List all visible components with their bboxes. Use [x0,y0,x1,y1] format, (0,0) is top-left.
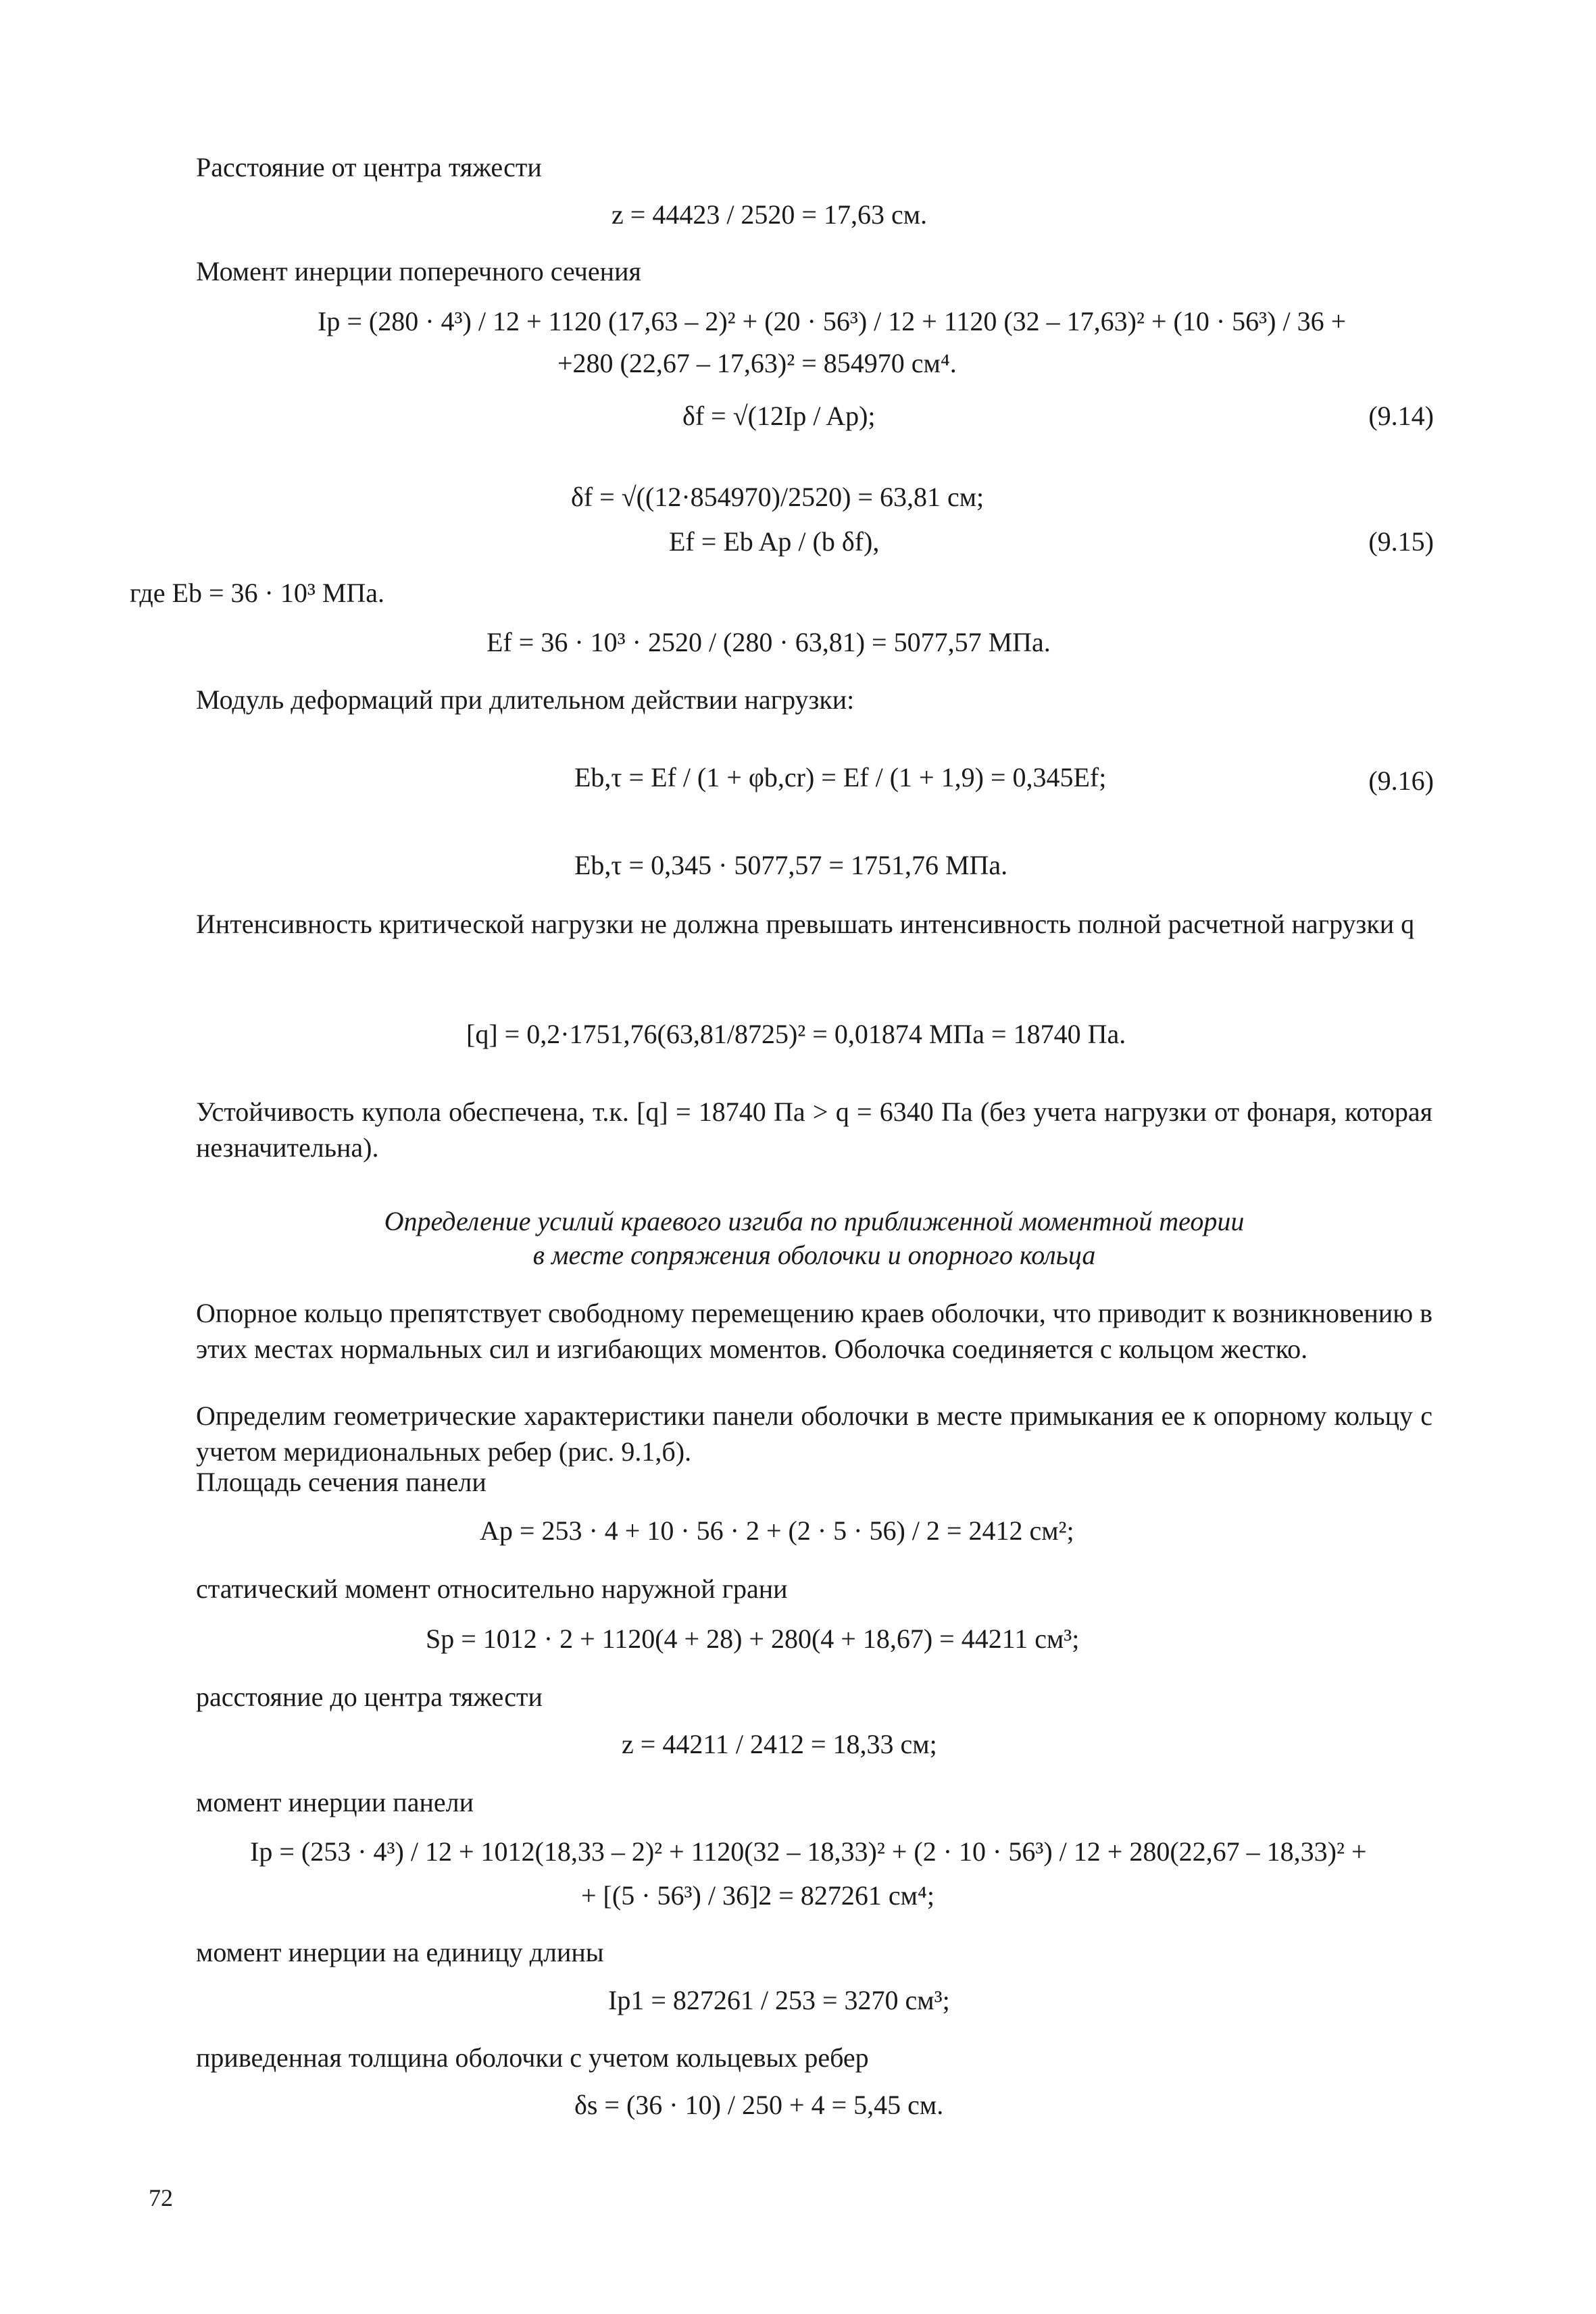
equation-number: (9.15) [1368,526,1434,557]
text-line: момент инерции панели [196,1787,474,1817]
text-line: Момент инерции поперечного сечения [196,256,641,286]
equation: Ip1 = 827261 / 253 = 3270 см³; [608,1985,950,2015]
text-line: приведенная толщина оболочки с учетом кольцевых ребер [196,2042,869,2073]
text-paragraph: Устойчивость купола обеспечена, т.к. [q] = 18740 Па > q = 6340 Па (без учета нагрузки от фонаря, которая незначительна). [196,1097,1432,1163]
equation: δs = (36 · 10) / 250 + 4 = 5,45 см. [574,2090,944,2120]
equation: Eb,τ = 0,345 · 5077,57 = 1751,76 МПа. [574,850,1008,880]
section-heading: Определение усилий краевого изгиба по приближенной моментной теории [384,1206,1245,1236]
equation: Ap = 253 · 4 + 10 · 56 · 2 + (2 · 5 · 56) / 2 = 2412 см²; [480,1515,1074,1546]
text-line: момент инерции на единицу длины [196,1937,604,1967]
equation: z = 44211 / 2412 = 18,33 см; [622,1729,937,1759]
equation: +280 (22,67 – 17,63)² = 854970 см⁴. [557,348,957,378]
equation: δf = √((12·854970)/2520) = 63,81 см; [571,482,984,512]
section-heading: в месте сопряжения оболочки и опорного кольца [532,1240,1096,1270]
equation: [q] = 0,2·1751,76(63,81/8725)² = 0,01874 МПа = 18740 Па. [466,1019,1126,1049]
equation: Sp = 1012 · 2 + 1120(4 + 28) + 280(4 + 18,67) = 44211 см³; [426,1624,1080,1654]
text-line: где Eb = 36 · 10³ МПа. [130,578,385,608]
page-number: 72 [149,2184,173,2211]
text-paragraph: Интенсивность критической нагрузки не должна превышать интенсивность полной расчетной нагрузки q [196,909,1415,939]
text-line: Расстояние от центра тяжести [196,152,542,182]
text-line: расстояние до центра тяжести [196,1682,543,1712]
equation-number: (9.16) [1368,765,1434,796]
text-line: Площадь сечения панели [196,1467,487,1497]
equation: Ip = (280 · 4³) / 12 + 1120 (17,63 – 2)² + (20 · 56³) / 12 + 1120 (32 – 17,63)² + (10 · 56³) / 36 + [318,306,1347,336]
text-line: Модуль деформаций при длительном действии нагрузки: [196,684,855,715]
text-paragraph: Опорное кольцо препятствует свободному перемещению краев оболочки, что приводит к возникновению в этих местах нормальных сил и изгибающих моментов. Оболочка соединяется с кольцом жестко. [196,1298,1432,1364]
equation: Ip = (253 · 4³) / 12 + 1012(18,33 – 2)² + 1120(32 – 18,33)² + (2 · 10 · 56³) / 12 + 280(22,67 – 18,33)² + [250,1836,1367,1867]
text-paragraph: Определим геометрические характеристики панели оболочки в месте примыкания ее к опорному кольцу с учетом меридиональных ребер (рис. 9.1,б). [196,1401,1432,1467]
equation: δf = √(12Ip / Ap); [682,401,876,431]
equation: + [(5 · 56³) / 36]2 = 827261 см⁴; [581,1880,934,1911]
equation: Eb,τ = Ef / (1 + φb,cr) = Ef / (1 + 1,9) = 0,345Ef; [574,762,1107,793]
text-line: статический момент относительно наружной грани [196,1574,788,1604]
equation: Ef = Eb Ap / (b δf), [669,526,880,557]
equation: z = 44423 / 2520 = 17,63 см. [612,199,928,230]
equation: Ef = 36 · 10³ · 2520 / (280 · 63,81) = 5077,57 МПа. [487,627,1051,657]
equation-number: (9.14) [1368,401,1434,431]
